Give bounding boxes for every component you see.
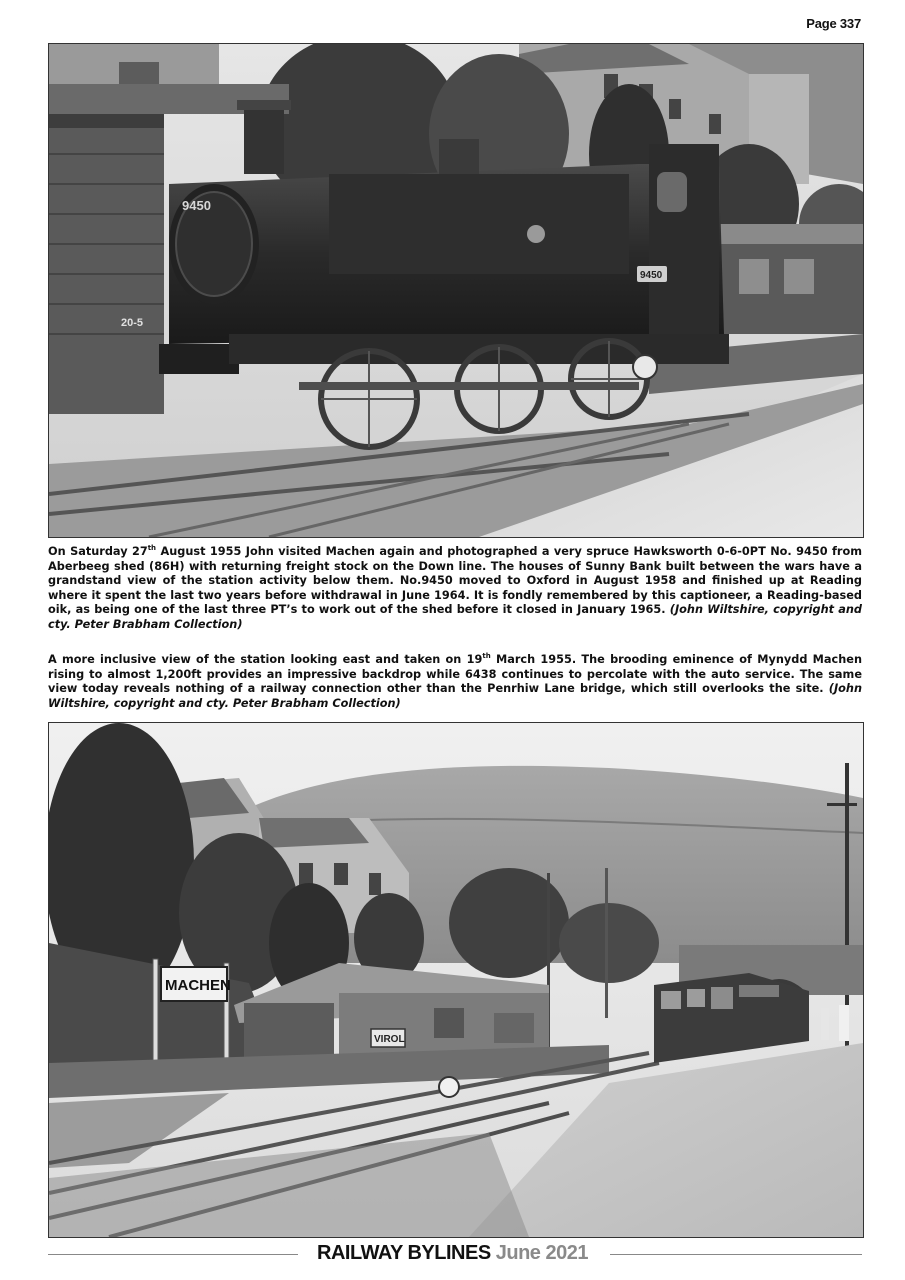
caption-bottom-sup: th: [482, 652, 491, 661]
caption-bottom-photo: [48, 653, 862, 711]
page-number: Page 337: [806, 16, 861, 31]
photo-machen-station-east: [48, 722, 864, 1238]
caption-top-sup: th: [147, 544, 157, 553]
photo-pannier-tank-9450: [48, 43, 864, 538]
footer: [0, 1242, 905, 1268]
magazine-issue: June 2021: [495, 1242, 588, 1264]
wagon-marking: 20-5: [121, 317, 144, 329]
virol-advert-sign: VIROL: [374, 1034, 405, 1045]
machen-station-sign: MACHEN: [165, 977, 231, 994]
caption-bottom-text-1: A more inclusive view of the station looking east and taken on 19: [48, 653, 483, 666]
magazine-masthead: [0, 1242, 905, 1265]
caption-top-credit: (John Wiltshire, copyright and cty. Peter Brabham Collection): [48, 603, 863, 631]
caption-top-text-1: On Saturday 27: [48, 545, 148, 558]
caption-bottom-text-2: March 1955. The brooding eminence of Mynydd Machen rising to almost 1,200ft provides an impressive backdrop while 6438 continues to percolate with the auto service. The same view today reveals nothing of a railway connection other than the Penrhiw Lane bridge, which still overlooks the site.: [48, 653, 862, 696]
engine-number-cab: 9450: [640, 270, 663, 281]
magazine-title: RAILWAY BYLINES: [317, 1242, 491, 1264]
caption-top-photo: [48, 545, 862, 633]
caption-top-text-2: August 1955 John visited Machen again and photographed a very spruce Hawksworth 0-6-0PT No. 9450 from Aberbeeg shed (86H) with returning freight stock on the Down line. The houses of Sunny Bank built between the wars have a grandstand view of the station activity below them. No.9450 moved to Oxford in August 1958 and finished up at Reading where it spent the last two years before withdrawal in June 1964. It is fondly remembered by this captioneer, a Reading-based oik, as being one of the last three PT’s to work out of the shed before it closed in January 1965.: [48, 545, 862, 617]
engine-number-front: 9450: [182, 198, 211, 213]
caption-bottom-credit: (John Wiltshire, copyright and cty. Peter Brabham Collection): [48, 682, 862, 710]
